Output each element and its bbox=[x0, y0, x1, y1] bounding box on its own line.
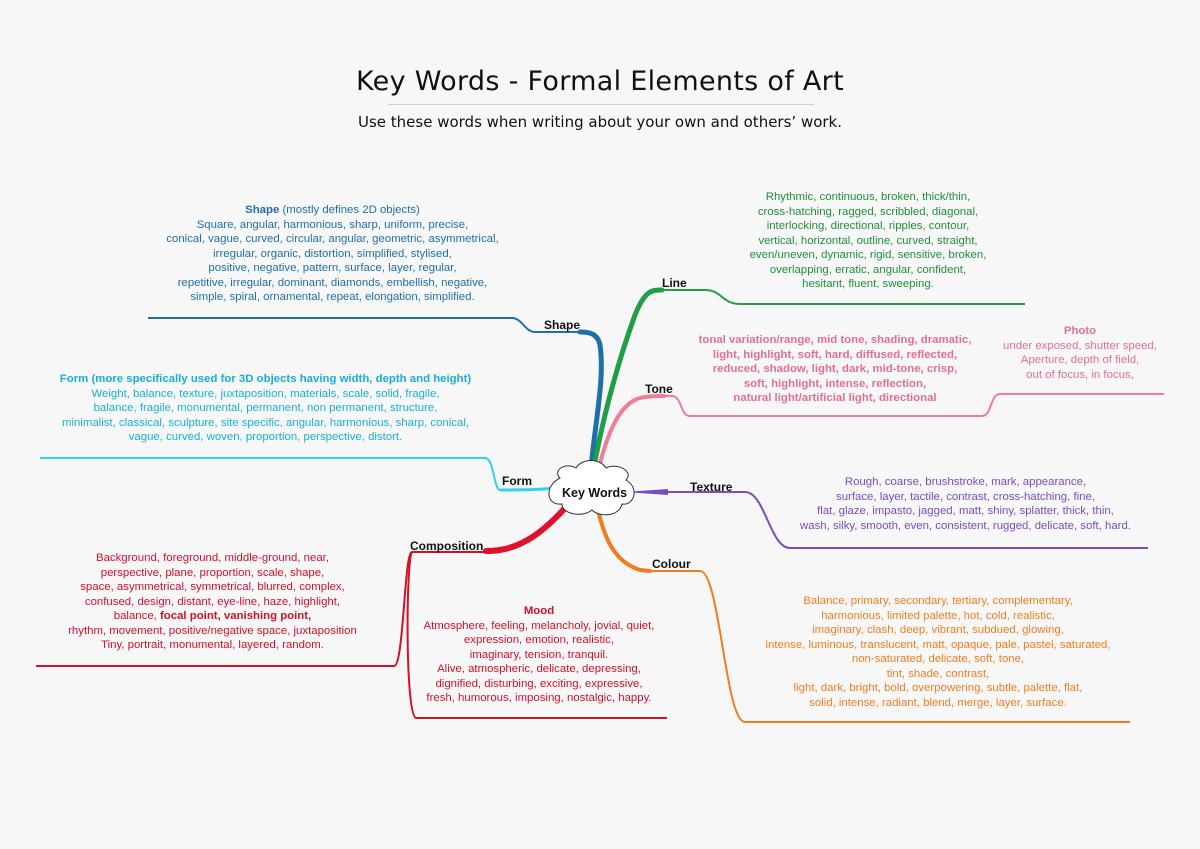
tone-line: reduced, shadow, light, dark, mid-tone, crisp, bbox=[712, 363, 958, 375]
photo-heading: Photo bbox=[1063, 325, 1097, 337]
composition-line: confused, design, distant, eye-line, haze, highlight, bbox=[84, 595, 341, 608]
shape-line: repetitive, irregular, dominant, diamonds, embellish, negative, bbox=[177, 276, 488, 289]
tone-line: tonal variation/range, mid tone, shading, dramatic, bbox=[698, 334, 972, 346]
tone-keywords bbox=[680, 333, 990, 406]
mood-heading: Mood bbox=[523, 605, 555, 617]
texture-line: wash, silky, smooth, even, consistent, rugged, delicate, soft, hard. bbox=[800, 519, 1131, 532]
shape-line: conical, vague, curved, circular, angular, geometric, asymmetrical, bbox=[166, 233, 499, 245]
colour-line: light, dark, bright, bold, overpowering, subtle, palette, flat, bbox=[793, 682, 1083, 694]
colour-line: imaginary, clash, deep, vibrant, subdued, glowing, bbox=[812, 624, 1064, 636]
form-heading: Form (more specifically used for 3D objects having width, depth and height) bbox=[59, 373, 472, 385]
photo-line: Aperture, depth of field, bbox=[1020, 354, 1140, 366]
branch-label-shape: Shape bbox=[544, 318, 581, 332]
colour-line: intense, luminous, translucent, matt, opaque, pale, pastel, saturated, bbox=[765, 638, 1111, 651]
colour-line: non-saturated, delicate, soft, tone, bbox=[851, 653, 1025, 665]
line-keywords bbox=[728, 190, 1008, 292]
line-line: cross-hatching, ragged, scribbled, diagonal, bbox=[757, 205, 979, 218]
mood-line: expression, emotion, realistic, bbox=[463, 634, 615, 646]
colour-branch-stem bbox=[598, 510, 650, 571]
shape-line: simple, spiral, ornamental, repeat, elongation, simplified. bbox=[190, 291, 475, 303]
mood-line: imaginary, tension, tranquil. bbox=[469, 648, 609, 661]
shape-line: positive, negative, pattern, surface, layer, regular, bbox=[208, 262, 457, 274]
line-line: hesitant, fluent, sweeping. bbox=[802, 278, 934, 290]
line-line: even/uneven, dynamic, rigid, sensitive, broken, bbox=[749, 249, 987, 261]
branch-label-texture: Texture bbox=[690, 480, 733, 494]
line-line: Rhythmic, continuous, broken, thick/thin, bbox=[765, 191, 971, 203]
composition-line: Background, foreground, middle-ground, near, bbox=[95, 552, 330, 564]
branch-label-line: Line bbox=[662, 276, 687, 290]
composition-branch-stem bbox=[486, 508, 565, 551]
form-keywords bbox=[38, 372, 493, 445]
mood-line: Alive, atmospheric, delicate, depressing, bbox=[437, 663, 641, 675]
shape-keywords bbox=[150, 203, 515, 305]
tone-line: soft, highlight, intense, reflection, bbox=[743, 377, 927, 390]
mood-line: Atmosphere, feeling, melancholy, jovial, quiet, bbox=[423, 619, 655, 632]
shape-line: irregular, organic, distortion, simplified, stylised, bbox=[213, 247, 452, 260]
form-line: Weight, balance, texture, juxtaposition, materials, scale, solid, fragile, bbox=[91, 387, 440, 400]
page-title: Key Words - Formal Elements of Art bbox=[356, 66, 844, 97]
mood-line: dignified, disturbing, exciting, expressive, bbox=[435, 677, 643, 690]
photo-line: under exposed, shutter speed, bbox=[1003, 339, 1157, 352]
line-line: vertical, horizontal, outline, curved, straight, bbox=[758, 234, 978, 247]
photo-keywords bbox=[990, 324, 1170, 382]
form-line: vague, curved, woven, proportion, perspective, distort. bbox=[128, 431, 403, 443]
composition-line: perspective, plane, proportion, scale, shape, bbox=[100, 566, 325, 579]
shape-heading-note: (mostly defines 2D objects) bbox=[279, 204, 420, 216]
branch-label-tone: Tone bbox=[645, 382, 673, 396]
shape-line: Square, angular, harmonious, sharp, uniform, precise, bbox=[196, 218, 469, 231]
tone-line: natural light/artificial light, directional bbox=[733, 392, 937, 404]
tone-line: light, highlight, soft, hard, diffused, reflected, bbox=[712, 348, 958, 361]
composition-line-bold: focal point, vanishing point, bbox=[159, 610, 312, 622]
shape-heading: Shape bbox=[245, 204, 280, 216]
form-branch-stem bbox=[500, 488, 555, 490]
branch-label-colour: Colour bbox=[652, 557, 691, 571]
form-underline bbox=[40, 458, 500, 490]
colour-line: Balance, primary, secondary, tertiary, complementary, bbox=[803, 595, 1073, 607]
colour-keywords bbox=[748, 594, 1128, 710]
composition-line: Tiny, portrait, monumental, layered, random. bbox=[101, 639, 324, 651]
texture-line: flat, glaze, impasto, jagged, matt, shiny, splatter, thick, thin, bbox=[817, 505, 1114, 517]
colour-line: harmonious, limited palette, hot, cold, realistic, bbox=[821, 609, 1055, 622]
form-line: minimalist, classical, sculpture, site specific, angular, harmonious, sharp, conical, bbox=[61, 416, 470, 429]
title-underline bbox=[388, 104, 814, 105]
texture-line: surface, layer, tactile, contrast, cross-hatching, fine, bbox=[836, 490, 1095, 503]
texture-line: Rough, coarse, brushstroke, mark, appearance, bbox=[844, 476, 1087, 488]
form-line: balance, fragile, monumental, permanent, non permanent, structure, bbox=[93, 402, 438, 414]
line-line: interlocking, directional, ripples, contour, bbox=[766, 220, 970, 232]
page-subtitle: Use these words when writing about your own and others’ work. bbox=[357, 113, 843, 131]
line-line: overlapping, erratic, angular, confident, bbox=[769, 263, 967, 276]
mood-line: fresh, humorous, imposing, nostalgic, happy. bbox=[426, 692, 652, 704]
colour-line: tint, shade, contrast, bbox=[886, 667, 990, 680]
shape-underline bbox=[148, 318, 580, 332]
texture-keywords bbox=[778, 475, 1153, 533]
branch-label-composition: Composition bbox=[410, 539, 484, 553]
composition-keywords bbox=[30, 551, 395, 653]
photo-line: out of focus, in focus, bbox=[1026, 368, 1134, 381]
composition-line: space, asymmetrical, symmetrical, blurred, complex, bbox=[80, 581, 345, 593]
colour-line: solid, intense, radiant, blend, merge, layer, surface. bbox=[809, 696, 1067, 709]
line-underline bbox=[662, 290, 1025, 304]
mood-keywords bbox=[408, 604, 670, 706]
composition-line-pre: balance, bbox=[113, 610, 160, 622]
center-node-label: Key Words bbox=[562, 486, 628, 500]
composition-line: rhythm, movement, positive/negative space, juxtaposition bbox=[68, 624, 357, 637]
branch-label-form: Form bbox=[502, 474, 532, 488]
